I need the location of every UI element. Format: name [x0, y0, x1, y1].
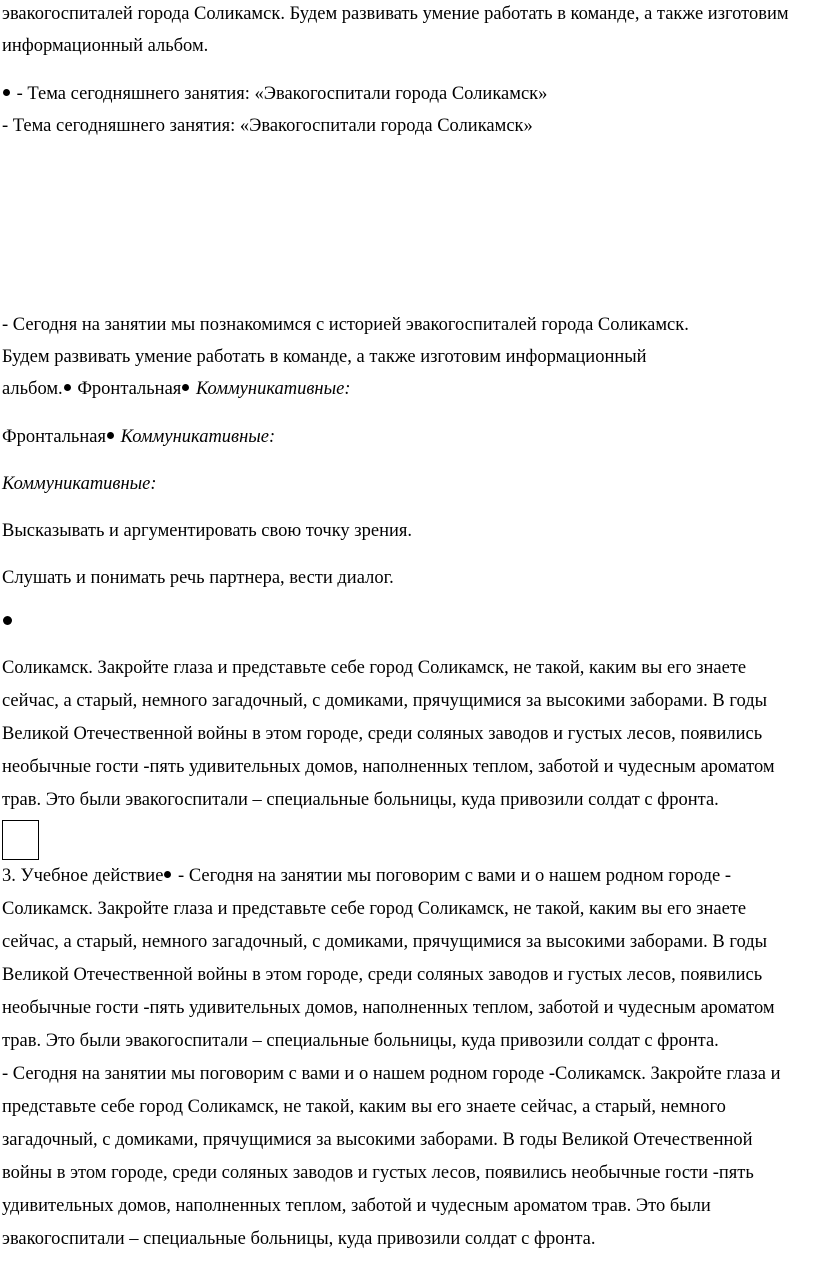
text-line: трав. Это были эвакогоспитали – специальные больницы, куда привозили солдат с фронта. — [2, 1031, 719, 1051]
italic-label: Коммуникативные: — [191, 379, 351, 399]
text-line: Слушать и понимать речь партнера, вести диалог. — [2, 568, 394, 588]
text-line: - Тема сегодняшнего занятия: «Эвакогоспитали города Соликамск» — [2, 116, 533, 136]
text-line: сейчас, а старый, немного загадочный, с домиками, прячущимися за высокими заборами. В годы — [2, 932, 768, 952]
text-line: - Сегодня на занятии мы поговорим с вами и о нашем родном городе -Соликамск. Закройте глаза и — [2, 1064, 781, 1084]
text-line: - Сегодня на занятии мы познакомимся с историей эвакогоспиталей города Соликамск. — [2, 315, 689, 335]
text-line: сейчас, а старый, немного загадочный, с домиками, прячущимися за высокими заборами. В годы — [2, 691, 768, 711]
text-fragment: альбом. — [2, 379, 63, 399]
text-line — [2, 425, 275, 449]
italic-heading: Коммуникативные: — [2, 474, 157, 494]
text-line: Высказывать и аргументировать свою точку зрения. — [2, 521, 412, 541]
bullet-icon — [182, 384, 189, 391]
bullet-icon — [3, 89, 10, 96]
text-line: Будем развивать умение работать в команде, а также изготовим информационный — [2, 347, 647, 367]
text-line: Великой Отечественной войны в этом городе, среди соляных заводов и густых лесов, появились — [2, 724, 763, 744]
bullet-icon — [3, 616, 12, 625]
text-line: трав. Это были эвакогоспитали – специальные больницы, куда привозили солдат с фронта. — [2, 790, 719, 810]
text-line — [2, 377, 350, 401]
text-line: Соликамск. Закройте глаза и представьте себе город Соликамск, не такой, каким вы его знаете — [2, 899, 747, 919]
image-placeholder-box — [2, 820, 39, 860]
italic-label: Коммуникативные: — [116, 427, 276, 447]
text-fragment: - Сегодня на занятии мы поговорим с вами и о нашем родном городе - — [173, 866, 732, 886]
text-fragment: 3. Учебное действие — [2, 866, 164, 886]
text-line — [2, 864, 731, 888]
text-line: удивительных домов, наполненных теплом, заботой и чудесным ароматом трав. Это были — [2, 1196, 711, 1216]
text-line: войны в этом городе, среди соляных заводов и густых лесов, появились необычные гости -пять — [2, 1163, 754, 1183]
text-line: необычные гости -пять удивительных домов, наполненных теплом, заботой и чудесным ароматом — [2, 757, 775, 777]
text-line: Великой Отечественной войны в этом городе, среди соляных заводов и густых лесов, появились — [2, 965, 763, 985]
bullet-icon — [64, 384, 71, 391]
text-line: представьте себе город Соликамск, не такой, каким вы его знаете сейчас, а старый, немного — [2, 1097, 726, 1117]
text-line: необычные гости -пять удивительных домов, наполненных теплом, заботой и чудесным ароматом — [2, 998, 775, 1018]
bullet-text: - Тема сегодняшнего занятия: «Эвакогоспитали города Соликамск» — [12, 84, 548, 104]
bullet-line — [2, 611, 14, 635]
text-fragment: Фронтальная — [2, 427, 106, 447]
text-line: загадочный, с домиками, прячущимися за высокими заборами. В годы Великой Отечественной — [2, 1130, 753, 1150]
text-line: эвакогоспиталей города Соликамск. Будем развивать умение работать в команде, а также изготовим — [2, 4, 789, 24]
bullet-icon — [107, 432, 114, 439]
text-line: информационный альбом. — [2, 36, 209, 56]
text-line: Соликамск. Закройте глаза и представьте себе город Соликамск, не такой, каким вы его знаете — [2, 658, 747, 678]
bullet-icon — [164, 871, 171, 878]
text-line: эвакогоспитали – специальные больницы, куда привозили солдат с фронта. — [2, 1229, 596, 1249]
bullet-line — [2, 82, 547, 106]
text-fragment: Фронтальная — [72, 379, 182, 399]
